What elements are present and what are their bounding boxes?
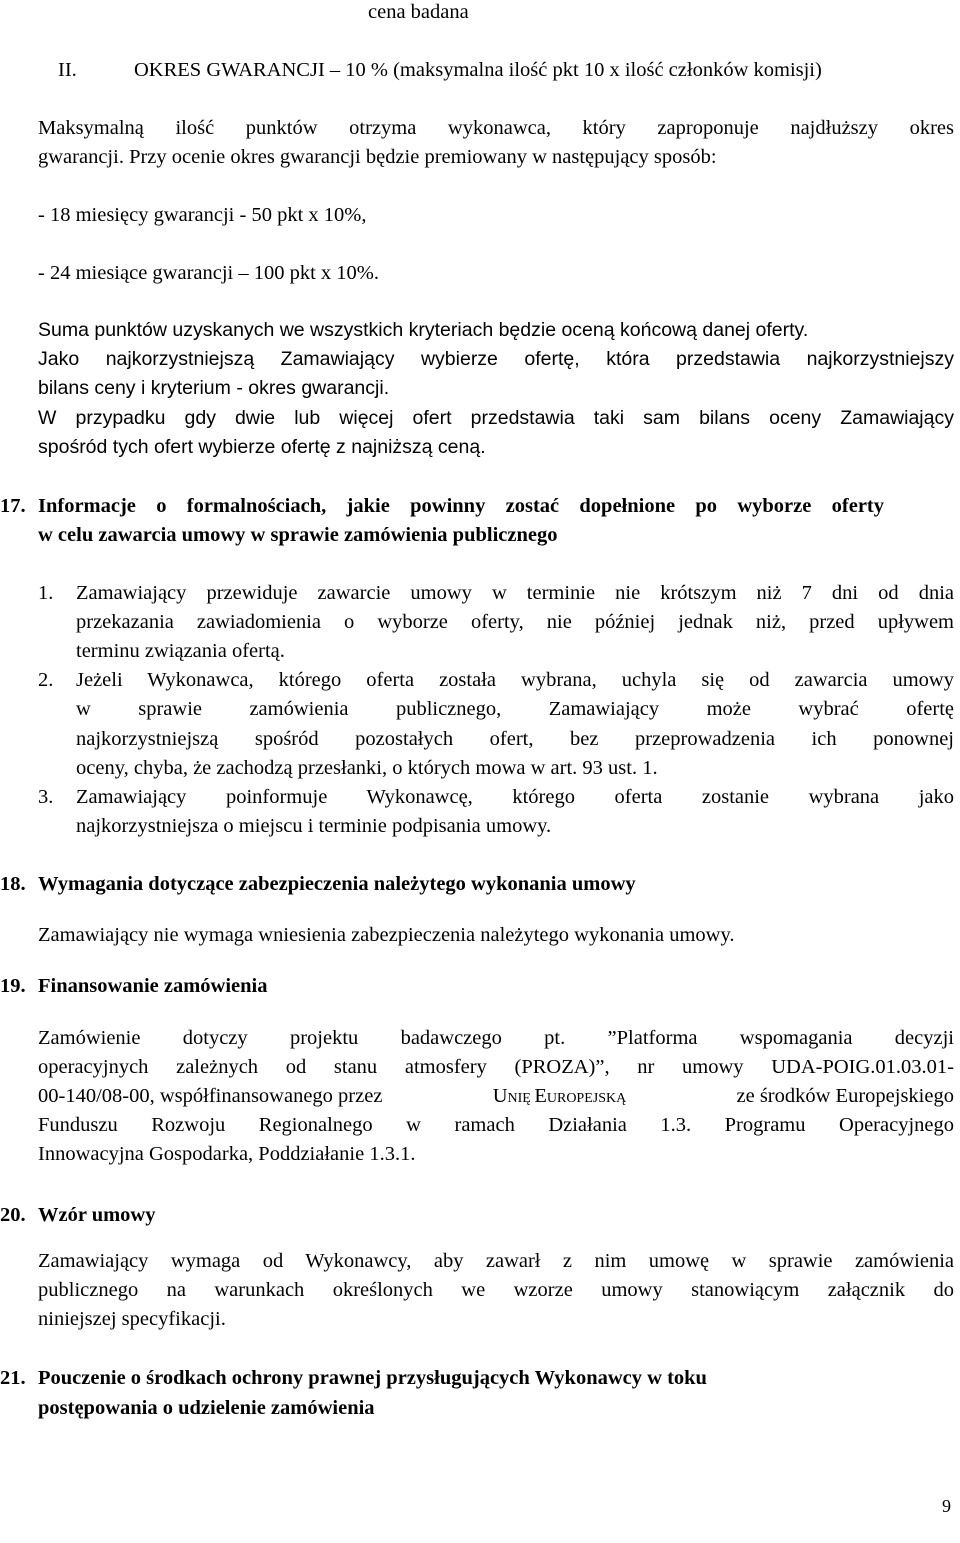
- section-18-number: 18.: [0, 873, 26, 895]
- section-21-title: Pouczenie o środkach ochrony prawnej przysługujących Wykonawcy w toku: [38, 1367, 707, 1389]
- section-20-number: 20.: [0, 1204, 26, 1226]
- section-20-line: publicznego na warunkach określonych we wzorze umowy stanowiącym załącznik do: [38, 1279, 954, 1301]
- section-20-line: niniejszej specyfikacji.: [38, 1308, 226, 1330]
- section-21-title: postępowania o udzielenie zamówienia: [38, 1397, 375, 1419]
- criterion-numeral: II.: [58, 59, 77, 81]
- section-18-body: Zamawiający nie wymaga wniesienia zabezpieczenia należytego wykonania umowy.: [38, 924, 735, 946]
- section-21-number: 21.: [0, 1367, 26, 1389]
- list-item-line: oceny, chyba, że zachodzą przesłanki, o których mowa w art. 93 ust. 1.: [76, 757, 658, 779]
- tie-line: W przypadku gdy dwie lub więcej ofert przedstawia taki sam bilans oceny Zamawiający: [38, 407, 954, 429]
- section-20-title: Wzór umowy: [38, 1204, 156, 1226]
- section-19-line: operacyjnych zależnych od stanu atmosfery (PROZA)”, nr umowy UDA-POIG.01.03.01-: [38, 1056, 954, 1078]
- list-item-line: najkorzystniejsza o miejscu i terminie podpisania umowy.: [76, 815, 552, 837]
- best-line: bilans ceny i kryterium - okres gwarancji.: [38, 377, 390, 399]
- criterion-item: - 24 miesiące gwarancji – 100 pkt x 10%.: [38, 262, 380, 284]
- criterion-para-line: Maksymalną ilość punktów otrzyma wykonawca, który zaproponuje najdłuższy okres: [38, 117, 954, 139]
- criterion-item: - 18 miesięcy gwarancji - 50 pkt x 10%,: [38, 204, 367, 226]
- sum-line: Suma punktów uzyskanych we wszystkich kryteriach będzie oceną końcową danej oferty.: [38, 319, 809, 341]
- section-20-line: Zamawiający wymaga od Wykonawcy, aby zawarł z nim umowę w sprawie zamówienia: [38, 1250, 954, 1272]
- list-item-line: w sprawie zamówienia publicznego, Zamawiający może wybrać ofertę: [76, 698, 954, 720]
- tie-line: spośród tych ofert wybierze ofertę z najniższą ceną.: [38, 436, 486, 458]
- list-item-line: przekazania zawiadomienia o wyborze oferty, nie później jednak niż, przed upływem: [76, 611, 954, 633]
- list-item-number: 2.: [38, 669, 54, 691]
- page-number: 9: [942, 1496, 951, 1516]
- section-19-number: 19.: [0, 975, 26, 997]
- list-item-line: Zamawiający poinformuje Wykonawcę, którego oferta zostanie wybrana jako: [76, 786, 954, 808]
- section-19-line: [38, 1086, 954, 1107]
- list-item-line: najkorzystniejszą spośród pozostałych ofert, bez przeprowadzenia ich ponownej: [76, 728, 954, 750]
- list-item-line: Zamawiający przewiduje zawarcie umowy w terminie nie krótszym niż 7 dni od dnia: [76, 582, 954, 604]
- section-19-title: Finansowanie zamówienia: [38, 975, 268, 997]
- s19-line3-part: 00-140/08-00, współfinansowanego przez: [38, 1085, 383, 1107]
- list-item-number: 1.: [38, 582, 54, 604]
- section-19-line: Funduszu Rozwoju Regionalnego w ramach Działania 1.3. Programu Operacyjnego: [38, 1114, 954, 1136]
- top-line: cena badana: [368, 1, 469, 23]
- list-item-line: Jeżeli Wykonawca, którego oferta została wybrana, uchyla się od zawarcia umowy: [76, 669, 954, 691]
- list-item-line: terminu związania ofertą.: [76, 640, 285, 662]
- s19-line3-part: ze środków Europejskiego: [736, 1085, 954, 1107]
- s19-union-name: UNIĘ EUROPEJSKĄ: [492, 1085, 627, 1107]
- criterion-para-line: gwarancji. Przy ocenie okres gwarancji będzie premiowany w następujący sposób:: [38, 146, 717, 168]
- section-18-title: Wymagania dotyczące zabezpieczenia należytego wykonania umowy: [38, 873, 636, 895]
- section-17-number: 17.: [0, 495, 26, 517]
- section-19-line: Zamówienie dotyczy projektu badawczego pt. ”Platforma wspomagania decyzji: [38, 1027, 954, 1049]
- best-line: Jako najkorzystniejszą Zamawiający wybierze ofertę, która przedstawia najkorzystniejszy: [38, 348, 954, 370]
- section-19-line: Innowacyjna Gospodarka, Poddziałanie 1.3.1.: [38, 1143, 416, 1165]
- section-17-title: w celu zawarcia umowy w sprawie zamówienia publicznego: [38, 524, 558, 546]
- criterion-title: OKRES GWARANCJI – 10 % (maksymalna ilość pkt 10 x ilość członków komisji): [134, 59, 822, 81]
- section-17-title: Informacje o formalnościach, jakie powinny zostać dopełnione po wyborze oferty: [38, 495, 884, 517]
- list-item-number: 3.: [38, 786, 54, 808]
